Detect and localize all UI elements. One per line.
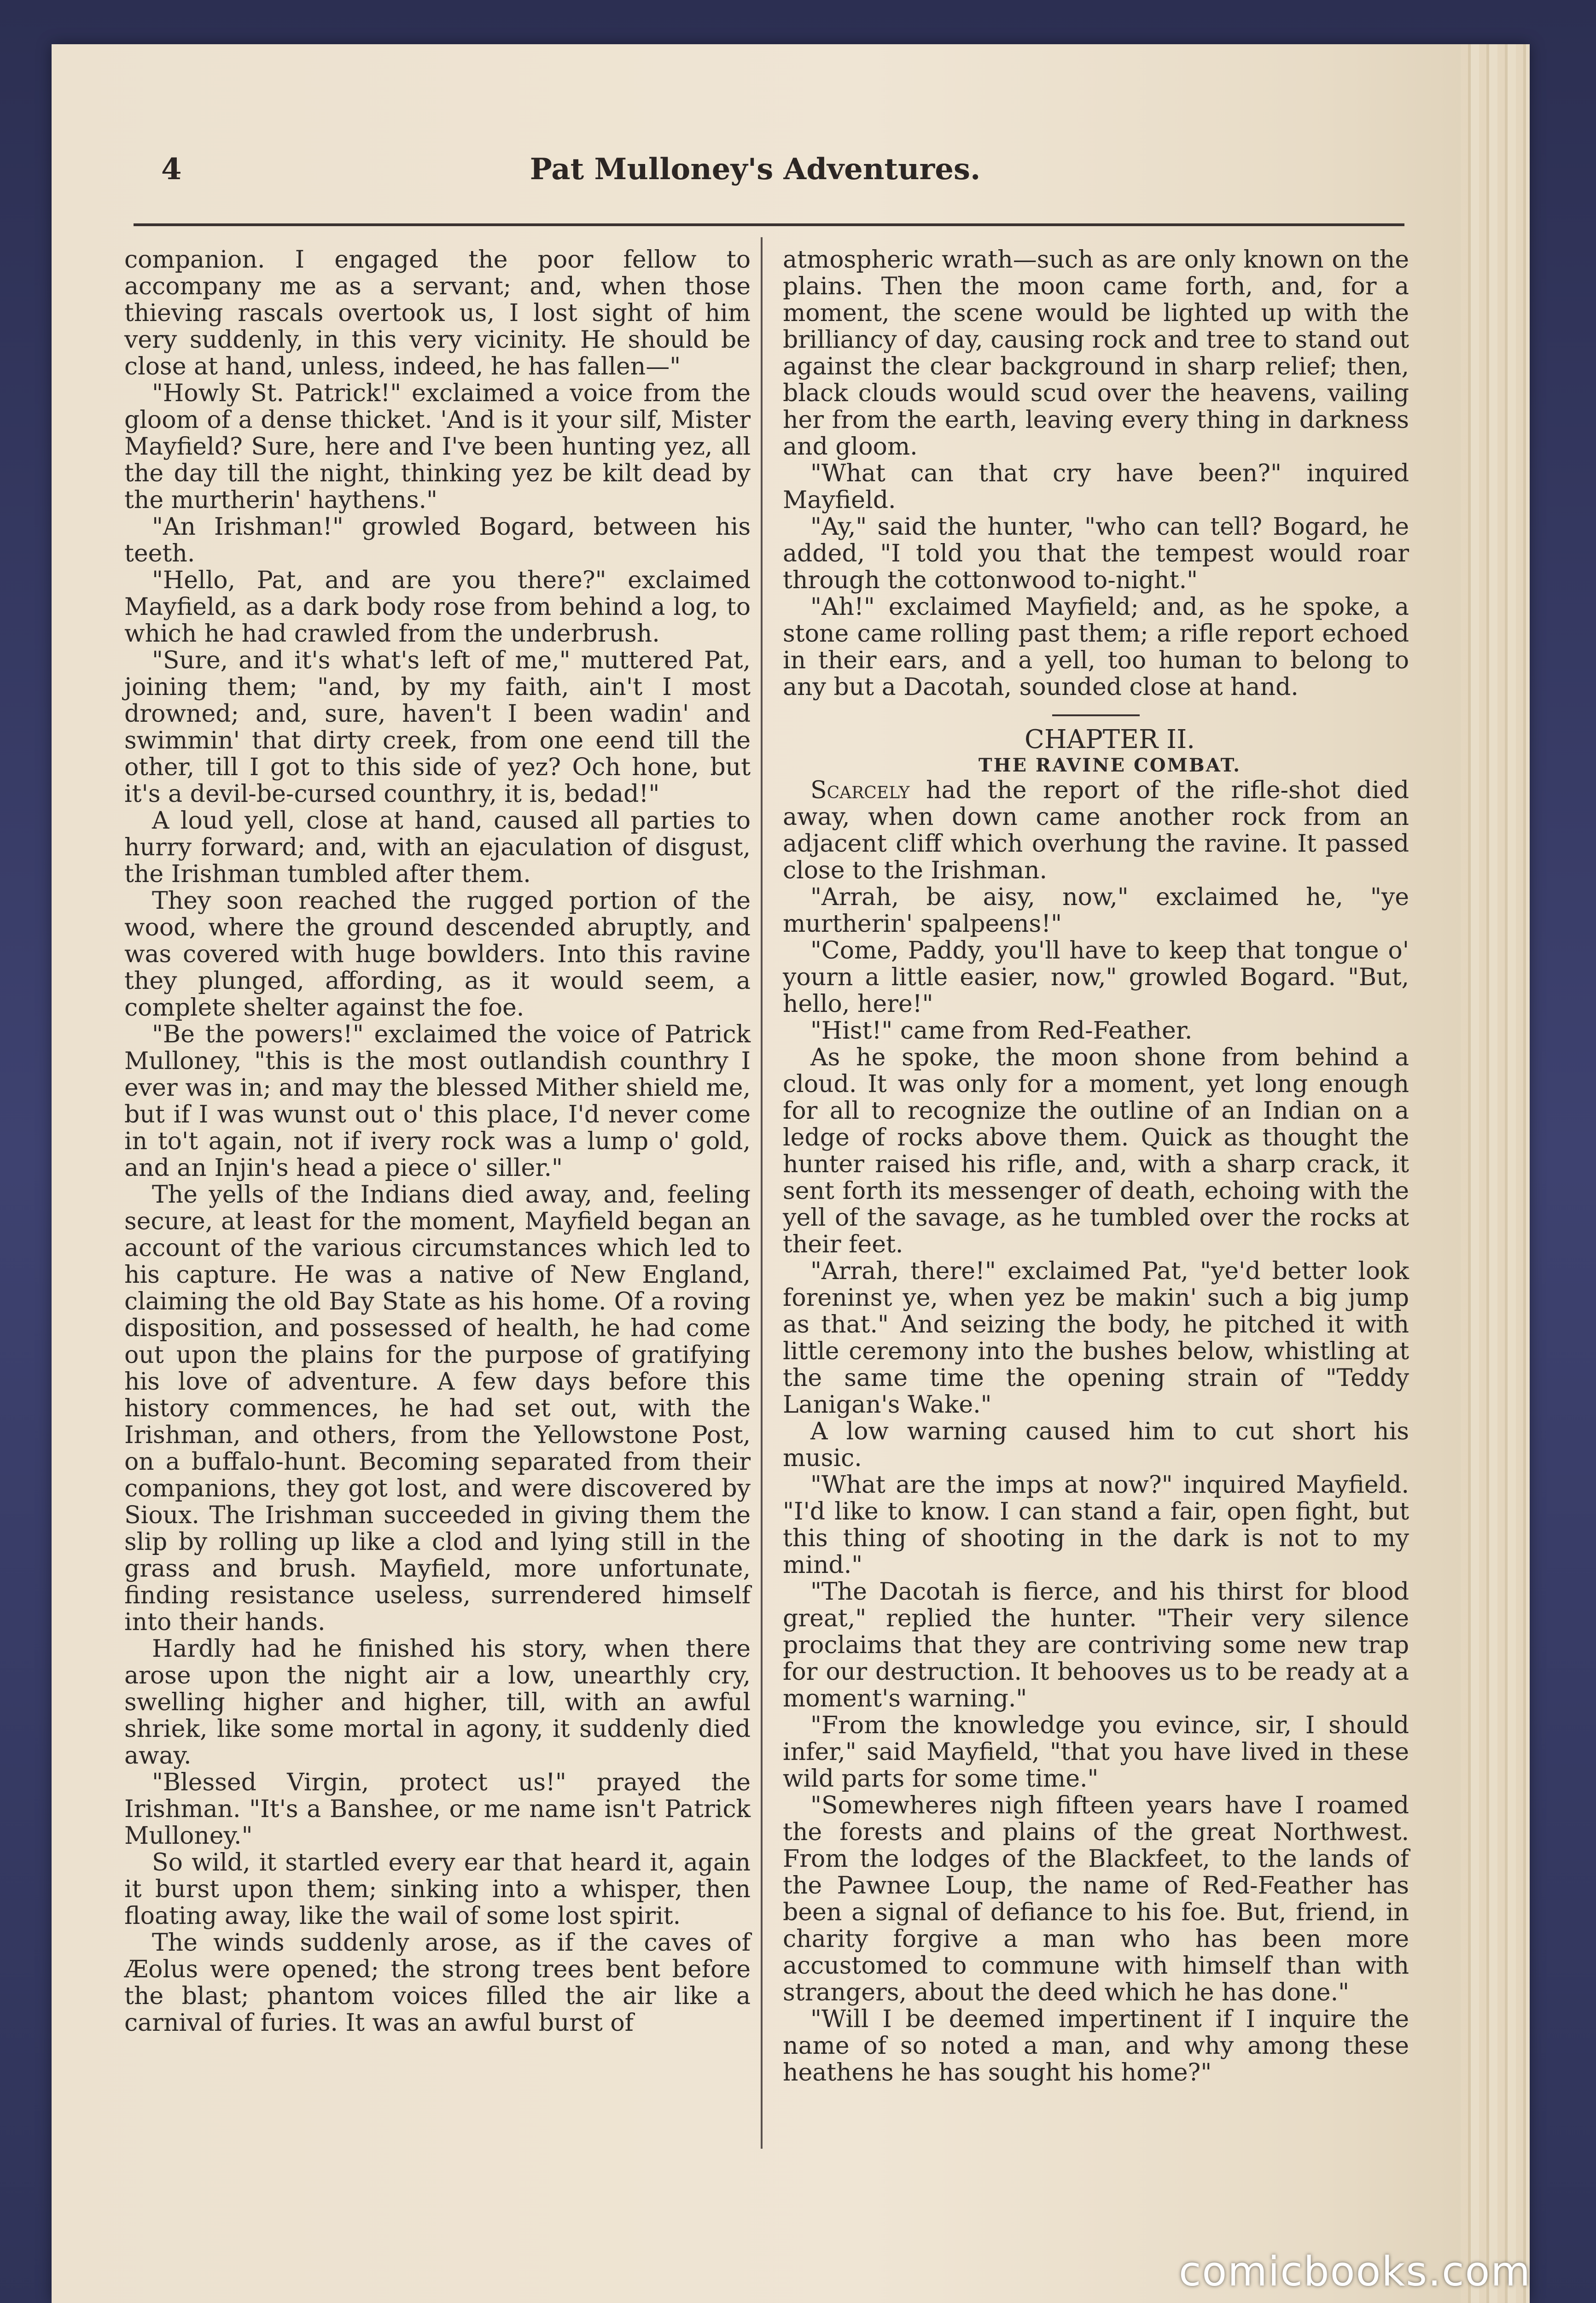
paragraph: A low warning caused him to cut short his music. [783,1418,1409,1472]
site-watermark: comicbooks.com [1179,2248,1532,2295]
paragraph: They soon reached the rugged portion of the wood, where the ground descended abruptly, and was covered with huge bowlders. Into this ravine they plunged, affording, as it would seem, a complete shelter against the foe. [124,887,751,1022]
chapter-rule [1052,714,1140,716]
paragraph: "What are the imps at now?" inquired Mayfield. "I'd like to know. I can stand a fair, open fight, but this thing of shooting in the dark is not to my mind." [783,1471,1409,1579]
chapter-first-paragraph [783,777,1409,884]
paragraph: "Be the powers!" exclaimed the voice of Patrick Mulloney, "this is the most outlandish counthry I ever was in; and may the blessed Mither shield me, but if I was wunst out o' this place, I'd never come in to't again, not if ivery rock was a lump o' gold, and an Injin's head a piece o' siller." [124,1021,751,1182]
page-spine-edge [1461,44,1530,2303]
right-column [783,246,1409,2086]
paragraph: The winds suddenly arose, as if the caves of Æolus were opened; the strong trees bent before the blast; phantom voices filled the air like a carnival of furies. It was an awful burst of [124,1929,751,2037]
paragraph: A loud yell, close at hand, caused all parties to hurry forward; and, with an ejaculation of disgust, the Irishman tumbled after them. [124,807,751,888]
paragraph: companion. I engaged the poor fellow to accompany me as a servant; and, when those thieving rascals overtook us, I lost sight of him very suddenly, in this very vicinity. He should be close at hand, unless, indeed, he has fallen—" [124,246,751,380]
chapter-first-word: Scarcely [810,777,910,804]
paragraph: The yells of the Indians died away, and, feeling secure, at least for the moment, Mayfield began an account of the various circumstances which led to his capture. He was a native of New England, claiming the old Bay State as his home. Of a roving disposition, and possessed of health, he had come out upon the plains for the purpose of gratifying his love of adventure. A few days before this history commences, he had set out, with the Irishman, and others, from the Yellowstone Post, on a buffalo-hunt. Becoming separated from their companions, they got lost, and were discovered by Sioux. The Irishman succeeded in giving them the slip by rolling up like a clod and lying still in the grass and brush. Mayfield, more unfortunate, finding resistance useless, surrendered himself into their hands. [124,1181,751,1636]
running-title: Pat Mulloney's Adventures. [530,152,981,187]
paragraph: "Arrah, there!" exclaimed Pat, "ye'd better look foreninst ye, when yez be makin' such a big jump as that." And seizing the body, he pitched it with little ceremony into the bushes below, whistling at the same time the opening strain of "Teddy Lanigan's Wake." [783,1257,1409,1419]
paragraph: "Ah!" exclaimed Mayfield; and, as he spoke, a stone came rolling past them; a rifle report echoed in their ears, and a yell, too human to belong to any but a Dacotah, sounded close at hand. [783,593,1409,701]
paragraph-text: had the report of the rifle-shot died away, when down came another rock from an adjacent cliff which overhung the ravine. It passed close to the Irishman. [783,777,1409,884]
paragraph: So wild, it startled every ear that heard it, again it burst upon them; sinking into a whisper, then floating away, like the wail of some lost spirit. [124,1849,751,1930]
paragraph: "The Dacotah is fierce, and his thirst for blood great," replied the hunter. "Their very silence proclaims that they are contriving some new trap for our destruction. It behooves us to be ready at a moment's warning." [783,1578,1409,1713]
header-rule [134,223,1404,226]
page-number: 4 [161,152,182,187]
paragraph: "Blessed Virgin, protect us!" prayed the Irishman. "It's a Banshee, or me name isn't Patrick Mulloney." [124,1769,751,1850]
paragraph: "From the knowledge you evince, sir, I should infer," said Mayfield, "that you have lived in these wild parts for some time." [783,1712,1409,1793]
paragraph: "Hist!" came from Red-Feather. [810,1017,1193,1045]
paragraph: Hardly had he finished his story, when there arose upon the night air a low, unearthly cry, swelling higher and higher, till, with an awful shriek, like some mortal in agony, it suddenly died away. [124,1635,751,1770]
left-column [124,246,751,2036]
paragraph: "An Irishman!" growled Bogard, between his teeth. [124,513,751,567]
paragraph: "Somewheres nigh fifteen years have I roamed the forests and plains of the great Northwest. From the lodges of the Blackfeet, to the lands of the Pawnee Loup, the name of Red-Feather has been a signal of defiance to his foe. But, friend, in charity forgive a man who has been more accustomed to commune with himself than with strangers, about the deed which he has done." [783,1792,1409,2006]
paragraph: "Sure, and it's what's left of me," muttered Pat, joining them; "and, by my faith, ain't I most drowned; and, sure, haven't I been wadin' and swimmin' that dirty creek, from one eend till the other, till I got to this side of yez? Och hone, but it's a devil-be-cursed counthry, it is, bedad!" [124,647,751,808]
paragraph: "Howly St. Patrick!" exclaimed a voice from the gloom of a dense thicket. 'And is it your silf, Mister Mayfield? Sure, here and I've been hunting yez, all the day till the night, thinking yez be kilt dead by the murtherin' haythens." [124,380,751,514]
column-divider [761,237,763,2149]
paragraph: "Arrah, be aisy, now," exclaimed he, "ye murtherin' spalpeens!" [783,883,1409,938]
page-header [106,152,1404,207]
paragraph: "Ay," said the hunter, "who can tell? Bogard, he added, "I told you that the tempest would roar through the cottonwood to-night." [783,513,1409,594]
paragraph: "Will I be deemed impertinent if I inquire the name of so noted a man, and why among these heathens he has sought his home?" [783,2005,1409,2087]
paragraph: "What can that cry have been?" inquired Mayfield. [783,460,1409,514]
paragraph: As he spoke, the moon shone from behind a cloud. It was only for a moment, yet long enough for all to recognize the outline of an Indian on a ledge of rocks above them. Quick as thought the hunter raised his rifle, and, with a sharp crack, it sent forth its messenger of death, echoing with the yell of the savage, as he tumbled over the rocks at their feet. [783,1044,1409,1258]
paragraph: "Come, Paddy, you'll have to keep that tongue o' yourn a little easier, now," growled Bogard. "But, hello, here!" [783,937,1409,1018]
paragraph: atmospheric wrath—such as are only known on the plains. Then the moon came forth, and, for a moment, the scene would be lighted up with the brilliancy of day, causing rock and tree to stand out against the clear background in sharp relief; then, black clouds would scud over the heavens, vailing her from the earth, leaving every thing in darkness and gloom. [783,246,1409,461]
chapter-heading: CHAPTER II. [1024,725,1195,754]
chapter-subheading: THE RAVINE COMBAT. [978,754,1241,776]
paragraph: "Hello, Pat, and are you there?" exclaimed Mayfield, as a dark body rose from behind a log, to which he had crawled from the underbrush. [124,567,751,648]
